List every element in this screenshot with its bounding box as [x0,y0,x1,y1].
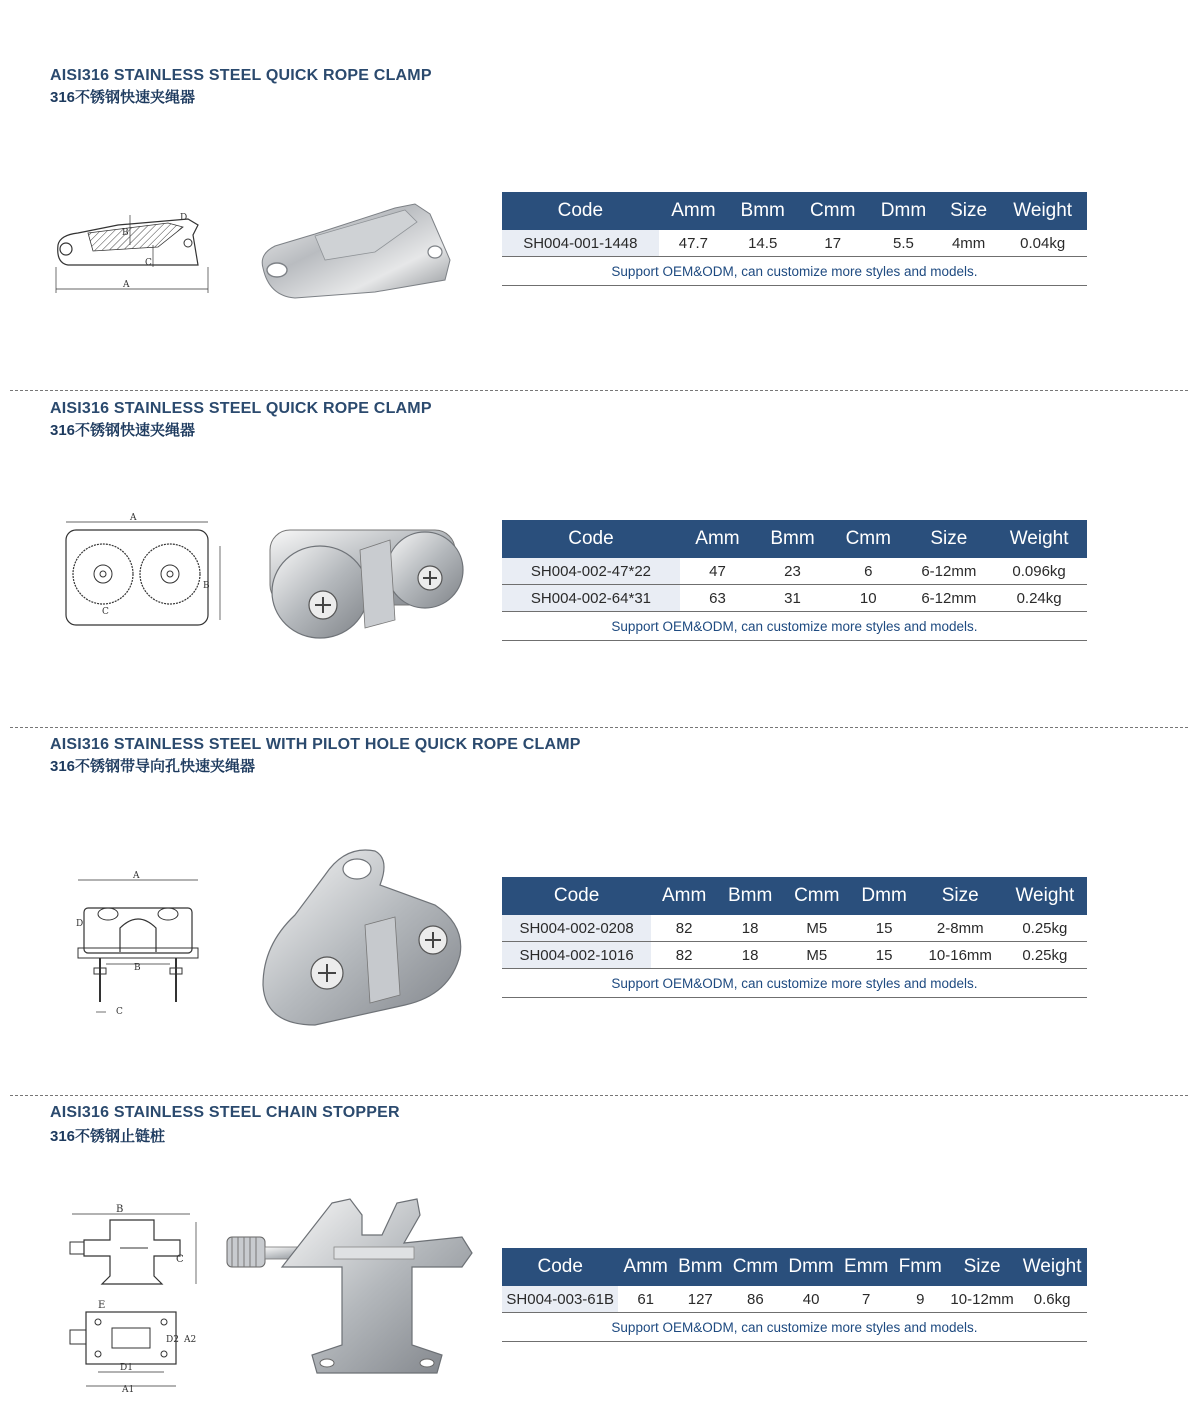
col-header-c: Cmm [797,192,868,230]
cell: 6-12mm [907,558,992,585]
col-header-c: Cmm [830,520,907,558]
col-header-weight: Weight [1003,877,1087,915]
cell: 18 [717,942,783,969]
section-title-cn: 316不锈钢带导向孔快速夹绳器 [50,758,256,775]
cell-code: SH004-002-1016 [502,942,651,969]
cell: 14.5 [728,230,797,257]
cell: 86 [728,1286,784,1313]
cell-code: SH004-002-64*31 [502,585,680,612]
col-header-a: Amm [659,192,728,230]
col-header-b: Bmm [717,877,783,915]
cell: 5.5 [868,230,939,257]
dim-label-c: C [176,1254,184,1265]
col-header-size: Size [947,1248,1017,1286]
dim-label-d: D [180,213,188,223]
cell: 2-8mm [918,915,1003,942]
cell: 6 [830,558,907,585]
col-header-b: Bmm [755,520,830,558]
product-photo [222,1195,477,1380]
section-title-cn: 316不锈钢快速夹绳器 [50,89,196,106]
dim-label-a: A [123,280,130,290]
cell: M5 [783,915,850,942]
col-header-d: Dmm [783,1248,839,1286]
section-title-en: AISI316 STAINLESS STEEL QUICK ROPE CLAMP [50,400,432,417]
cell: 7 [839,1286,894,1313]
dim-label-b: B [122,228,129,238]
cell: 47.7 [659,230,728,257]
col-header-size: Size [939,192,999,230]
cell: 15 [850,915,917,942]
cell-code: SH004-002-47*22 [502,558,680,585]
dim-label-c: C [116,1007,123,1017]
cell: M5 [783,942,850,969]
cell: 82 [651,915,717,942]
cell: 47 [680,558,755,585]
cell: 10 [830,585,907,612]
cell: 0.24kg [991,585,1087,612]
dim-label-a1: A1 [122,1385,135,1395]
cell: 23 [755,558,830,585]
dim-label-a: A [130,513,137,523]
col-header-size: Size [907,520,992,558]
cell: 0.25kg [1003,942,1087,969]
dim-label-d: D [76,919,84,929]
col-header-c: Cmm [783,877,850,915]
oem-note: Support OEM&ODM, can customize more styles and models. [502,257,1087,286]
col-header-c: Cmm [728,1248,784,1286]
dim-label-b: B [203,581,210,591]
spec-table [502,1248,1087,1342]
col-header-a: Amm [618,1248,673,1286]
section-title-cn: 316不锈钢止链桩 [50,1128,166,1145]
col-header-e: Emm [839,1248,894,1286]
cell: 15 [850,942,917,969]
dim-label-a2: A2 [184,1335,197,1345]
cell-code: SH004-002-0208 [502,915,651,942]
cell-code: SH004-001-1448 [502,230,659,257]
col-header-code: Code [502,1248,618,1286]
col-header-size: Size [918,877,1003,915]
section-title-en: AISI316 STAINLESS STEEL WITH PILOT HOLE QUICK ROPE CLAMP [50,736,581,753]
cell: 17 [797,230,868,257]
cell: 63 [680,585,755,612]
col-header-weight: Weight [1017,1248,1087,1286]
oem-note: Support OEM&ODM, can customize more styles and models. [502,1313,1087,1342]
cell: 0.04kg [998,230,1087,257]
cell: 0.6kg [1017,1286,1087,1313]
technical-drawing [62,1200,207,1395]
dim-label-b: B [116,1204,124,1215]
dim-label-e: E [98,1300,106,1311]
col-header-weight: Weight [991,520,1087,558]
dim-label-d1: D1 [120,1363,133,1373]
cell: 10-16mm [918,942,1003,969]
cell-code: SH004-003-61B [502,1286,618,1313]
col-header-d: Dmm [868,192,939,230]
cell: 0.25kg [1003,915,1087,942]
table-row [502,1286,1087,1313]
col-header-f: Fmm [894,1248,947,1286]
cell: 82 [651,942,717,969]
oem-note: Support OEM&ODM, can customize more styles and models. [502,612,1087,641]
dim-label-b: B [134,963,141,973]
col-header-a: Amm [680,520,755,558]
cell: 18 [717,915,783,942]
cell: 127 [673,1286,728,1313]
col-header-b: Bmm [673,1248,728,1286]
dim-label-c: C [102,607,109,617]
col-header-code: Code [502,192,659,230]
cell: 9 [894,1286,947,1313]
section-title-en: AISI316 STAINLESS STEEL QUICK ROPE CLAMP [50,67,432,84]
dim-label-d2: D2 [166,1335,179,1345]
col-header-d: Dmm [850,877,917,915]
col-header-code: Code [502,520,680,558]
cell: 0.096kg [991,558,1087,585]
oem-note: Support OEM&ODM, can customize more styles and models. [502,969,1087,998]
cell: 4mm [939,230,999,257]
cell: 61 [618,1286,673,1313]
col-header-b: Bmm [728,192,797,230]
dim-label-a: A [133,871,140,881]
dim-label-c: C [145,258,152,268]
section-title-en: AISI316 STAINLESS STEEL CHAIN STOPPER [50,1104,400,1121]
cell: 6-12mm [907,585,992,612]
cell: 10-12mm [947,1286,1017,1313]
cell: 31 [755,585,830,612]
cell: 40 [783,1286,839,1313]
section-title-cn: 316不锈钢快速夹绳器 [50,422,196,439]
col-header-code: Code [502,877,651,915]
col-header-a: Amm [651,877,717,915]
col-header-weight: Weight [998,192,1087,230]
